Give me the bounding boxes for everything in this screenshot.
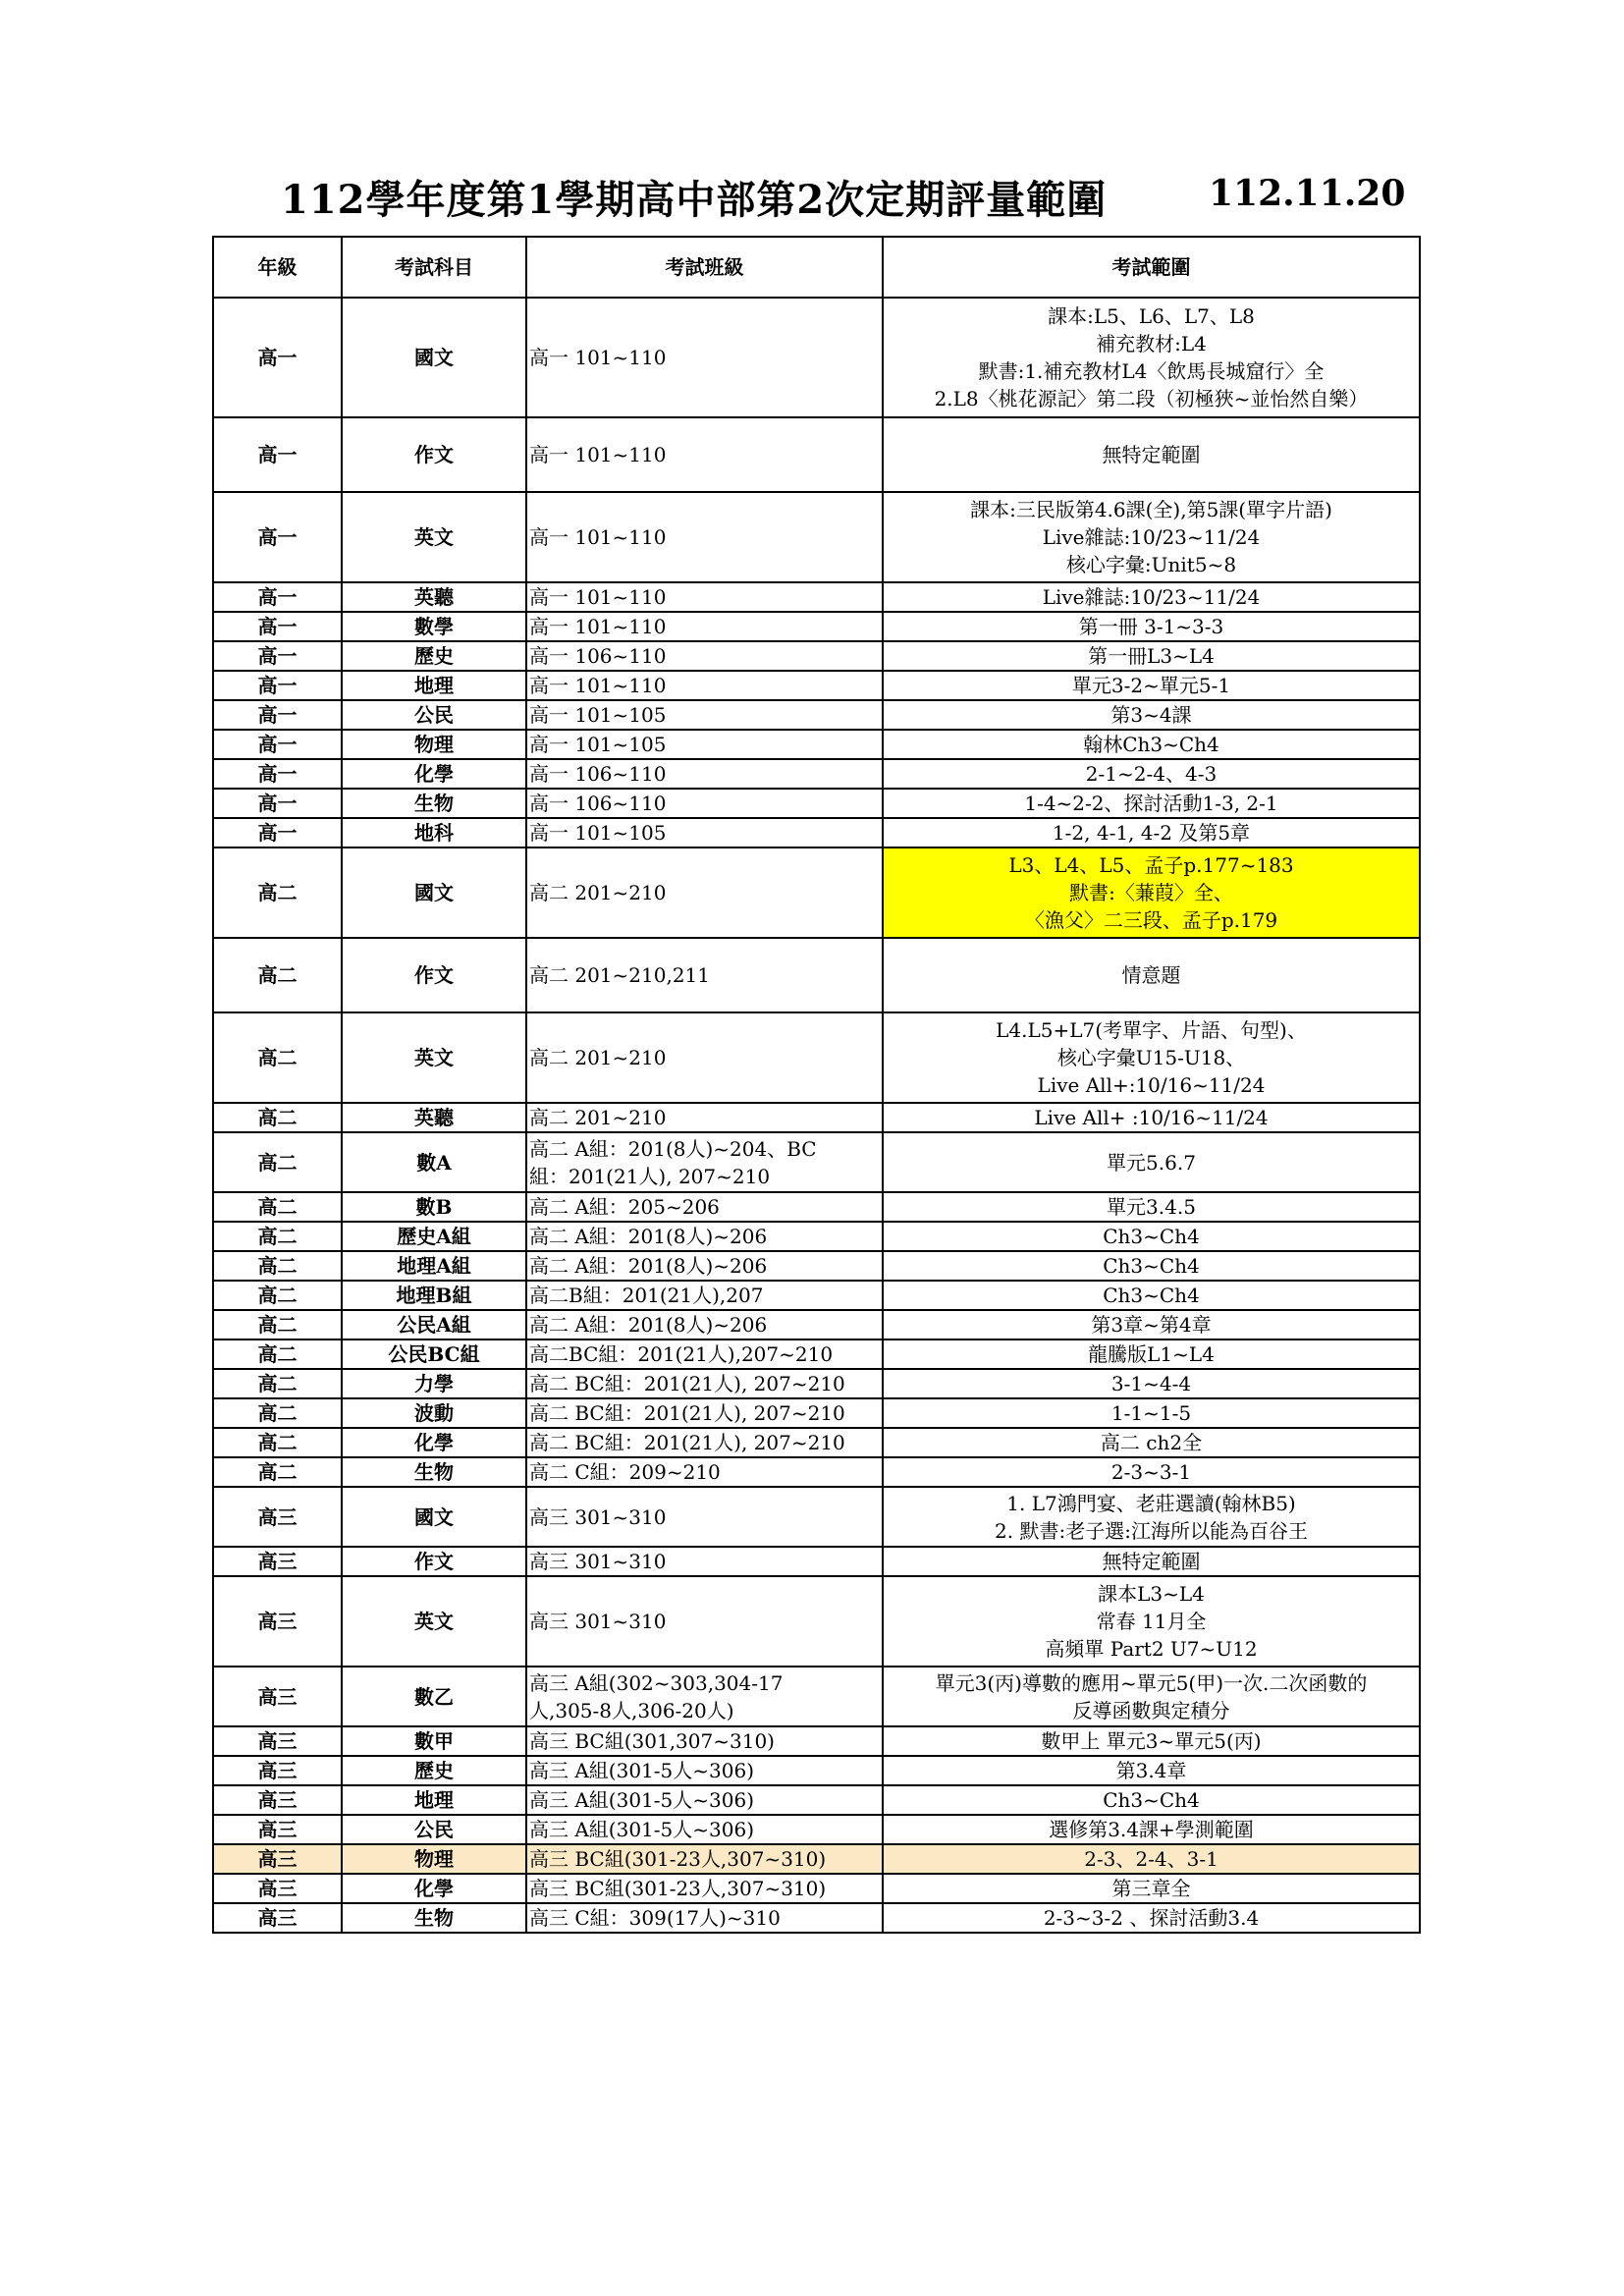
- table-row: [213, 492, 1420, 582]
- cell-classes: [526, 938, 883, 1012]
- range-line: 高二 ch2全: [1100, 1431, 1203, 1454]
- classes-line: 高一 101~110: [529, 615, 667, 638]
- cell-classes: [526, 1281, 883, 1310]
- cell-range: [883, 938, 1420, 1012]
- cell-grade: 高一: [213, 298, 342, 417]
- table-row: [213, 1281, 1420, 1310]
- classes-line: 高三 C組：309(17人)~310: [529, 1906, 781, 1930]
- range-line: Ch3~Ch4: [1103, 1284, 1200, 1307]
- cell-subject: 地理: [342, 671, 526, 700]
- cell-range: [883, 1339, 1420, 1369]
- range-line: 第3章~第4章: [1091, 1313, 1212, 1337]
- range-line: 第3~4課: [1110, 703, 1192, 727]
- classes-line: 高二BC組：201(21人),207~210: [529, 1342, 834, 1366]
- cell-subject: 英聽: [342, 1103, 526, 1132]
- page-title: 112學年度第1學期高中部第2次定期評量範圍: [281, 177, 1108, 223]
- cell-range: [883, 671, 1420, 700]
- cell-grade: 高二: [213, 1251, 342, 1281]
- cell-range: [883, 730, 1420, 759]
- column-header-classes: 考試班級: [526, 237, 883, 298]
- table-row: [213, 1012, 1420, 1103]
- cell-classes: [526, 492, 883, 582]
- cell-range: [883, 1874, 1420, 1903]
- table-row: [213, 1428, 1420, 1457]
- cell-classes: [526, 298, 883, 417]
- cell-subject: 公民BC組: [342, 1339, 526, 1369]
- range-line: 高頻單 Part2 U7~U12: [1045, 1637, 1258, 1661]
- cell-subject: 作文: [342, 938, 526, 1012]
- cell-grade: 高三: [213, 1667, 342, 1726]
- classes-line: 高一 101~110: [529, 585, 667, 609]
- column-header-range: 考試範圍: [883, 237, 1420, 298]
- cell-subject: 公民: [342, 700, 526, 730]
- table-row: [213, 1756, 1420, 1785]
- cell-subject: 地科: [342, 818, 526, 847]
- cell-subject: 地理A組: [342, 1251, 526, 1281]
- cell-range: [883, 1369, 1420, 1398]
- range-line: 1-1~1-5: [1110, 1401, 1192, 1425]
- table-row: [213, 298, 1420, 417]
- cell-subject: 公民A組: [342, 1310, 526, 1339]
- cell-range: [883, 1815, 1420, 1844]
- cell-grade: 高二: [213, 1369, 342, 1398]
- cell-subject: 生物: [342, 789, 526, 818]
- cell-range: [883, 847, 1420, 938]
- cell-subject: 化學: [342, 759, 526, 789]
- cell-grade: 高三: [213, 1547, 342, 1576]
- table-row: [213, 1103, 1420, 1132]
- cell-classes: [526, 759, 883, 789]
- cell-subject: 英文: [342, 492, 526, 582]
- cell-classes: [526, 1815, 883, 1844]
- cell-subject: 數學: [342, 612, 526, 641]
- classes-line: 高三 301~310: [529, 1504, 667, 1529]
- cell-grade: 高二: [213, 1012, 342, 1103]
- cell-grade: 高一: [213, 671, 342, 700]
- cell-subject: 英文: [342, 1576, 526, 1667]
- cell-range: [883, 700, 1420, 730]
- cell-grade: 高三: [213, 1487, 342, 1547]
- cell-grade: 高二: [213, 1222, 342, 1251]
- range-line: 常春 11月全: [1096, 1610, 1207, 1633]
- table-row: [213, 1310, 1420, 1339]
- cell-grade: 高一: [213, 759, 342, 789]
- cell-grade: 高三: [213, 1815, 342, 1844]
- range-line: L3、L4、L5、孟子p.177~183: [1008, 853, 1294, 877]
- cell-classes: [526, 417, 883, 492]
- cell-classes: [526, 1756, 883, 1785]
- classes-line: 高三 A組(301-5人~306): [529, 1759, 754, 1782]
- cell-grade: 高一: [213, 818, 342, 847]
- range-line: 單元5.6.7: [1107, 1150, 1196, 1175]
- cell-range: [883, 1576, 1420, 1667]
- cell-range: [883, 1192, 1420, 1222]
- cell-grade: 高一: [213, 582, 342, 612]
- cell-grade: 高二: [213, 1103, 342, 1132]
- table-row: [213, 818, 1420, 847]
- cell-grade: 高一: [213, 492, 342, 582]
- cell-classes: [526, 582, 883, 612]
- cell-grade: 高一: [213, 641, 342, 671]
- classes-line: 組：201(21人), 207~210: [529, 1164, 771, 1188]
- classes-line: 高二 A組：201(8人)~206: [529, 1313, 768, 1337]
- cell-subject: 英文: [342, 1012, 526, 1103]
- table-row: [213, 582, 1420, 612]
- cell-grade: 高三: [213, 1576, 342, 1667]
- cell-subject: 英聽: [342, 582, 526, 612]
- cell-subject: 歷史: [342, 1756, 526, 1785]
- range-line: 2-3~3-1: [1110, 1460, 1192, 1484]
- range-line: 選修第3.4課+學測範圍: [1049, 1818, 1254, 1841]
- table-row: [213, 1339, 1420, 1369]
- classes-line: 高二 C組：209~210: [529, 1460, 721, 1484]
- cell-subject: 生物: [342, 1903, 526, 1933]
- cell-subject: 國文: [342, 298, 526, 417]
- classes-line: 高一 101~110: [529, 525, 667, 549]
- cell-classes: [526, 1547, 883, 1576]
- cell-classes: [526, 612, 883, 641]
- range-line: 〈漁父〉二三段、孟子p.179: [1024, 908, 1278, 932]
- cell-classes: [526, 1310, 883, 1339]
- cell-range: [883, 1012, 1420, 1103]
- classes-line: 高二 A組：201(8人)~204、BC: [529, 1136, 817, 1161]
- cell-range: [883, 1667, 1420, 1726]
- range-line: 無特定範圍: [1102, 1550, 1201, 1573]
- range-line: Ch3~Ch4: [1103, 1254, 1200, 1278]
- table-row: [213, 1369, 1420, 1398]
- cell-classes: [526, 1012, 883, 1103]
- cell-classes: [526, 1667, 883, 1726]
- range-line: 第一冊 3-1~3-3: [1078, 615, 1224, 638]
- cell-range: [883, 417, 1420, 492]
- classes-line: 高二 201~210: [529, 1106, 667, 1129]
- cell-classes: [526, 789, 883, 818]
- cell-range: [883, 1281, 1420, 1310]
- cell-grade: 高二: [213, 1310, 342, 1339]
- cell-subject: 作文: [342, 417, 526, 492]
- classes-line: 高二 BC組：201(21人), 207~210: [529, 1401, 845, 1425]
- table-row: [213, 641, 1420, 671]
- table-row: [213, 1132, 1420, 1192]
- cell-subject: 歷史: [342, 641, 526, 671]
- classes-line: 高一 101~110: [529, 346, 667, 369]
- cell-grade: 高一: [213, 700, 342, 730]
- cell-subject: 數A: [342, 1132, 526, 1192]
- cell-subject: 物理: [342, 730, 526, 759]
- cell-grade: 高一: [213, 789, 342, 818]
- table-row: [213, 1398, 1420, 1428]
- classes-line: 高三 BC組(301-23人,307~310): [529, 1877, 827, 1900]
- classes-line: 高二 BC組：201(21人), 207~210: [529, 1431, 845, 1454]
- table-row: [213, 759, 1420, 789]
- classes-line: 高三 BC組(301,307~310): [529, 1729, 775, 1753]
- cell-grade: 高一: [213, 730, 342, 759]
- cell-range: [883, 492, 1420, 582]
- range-line: 第一冊L3~L4: [1088, 644, 1215, 668]
- classes-line: 高三 301~310: [529, 1610, 667, 1633]
- classes-line: 高一 101~110: [529, 674, 667, 697]
- range-line: 龍騰版L1~L4: [1088, 1342, 1215, 1366]
- cell-grade: 高二: [213, 1132, 342, 1192]
- classes-line: 高二B組：201(21人),207: [529, 1284, 764, 1307]
- range-line: Live雜誌:10/23~11/24: [1042, 585, 1261, 609]
- cell-range: [883, 1756, 1420, 1785]
- table-row: [213, 612, 1420, 641]
- cell-grade: 高二: [213, 1281, 342, 1310]
- cell-grade: 高三: [213, 1726, 342, 1756]
- table-row: [213, 1726, 1420, 1756]
- range-line: 默書:1.補充教材L4〈飲馬長城窟行〉全: [978, 359, 1325, 383]
- table-row: [213, 671, 1420, 700]
- classes-line: 人,305-8人,306-20人): [529, 1698, 734, 1722]
- cell-classes: [526, 1576, 883, 1667]
- classes-line: 高二 201~210: [529, 881, 667, 904]
- range-line: Ch3~Ch4: [1103, 1225, 1200, 1248]
- cell-range: [883, 1844, 1420, 1874]
- range-line: 2-3~3-2 、探討活動3.4: [1043, 1906, 1260, 1930]
- cell-range: [883, 1310, 1420, 1339]
- cell-grade: 高二: [213, 847, 342, 938]
- classes-line: 高一 101~105: [529, 703, 667, 727]
- table-row: [213, 1844, 1420, 1874]
- cell-range: [883, 1398, 1420, 1428]
- classes-line: 高二 A組：205~206: [529, 1195, 720, 1219]
- cell-subject: 公民: [342, 1815, 526, 1844]
- cell-classes: [526, 1457, 883, 1487]
- range-line: 單元3-2~單元5-1: [1071, 674, 1231, 697]
- classes-line: 高三 301~310: [529, 1550, 667, 1573]
- cell-range: [883, 759, 1420, 789]
- range-line: Live All+:10/16~11/24: [1037, 1073, 1266, 1097]
- table-row: [213, 417, 1420, 492]
- range-line: 核心字彙U15-U18、: [1056, 1046, 1246, 1069]
- table-row: [213, 700, 1420, 730]
- cell-classes: [526, 818, 883, 847]
- cell-subject: 波動: [342, 1398, 526, 1428]
- range-line: 核心字彙:Unit5~8: [1065, 553, 1237, 576]
- cell-grade: 高二: [213, 1339, 342, 1369]
- cell-grade: 高三: [213, 1785, 342, 1815]
- classes-line: 高二 201~210: [529, 1046, 667, 1069]
- cell-range: [883, 612, 1420, 641]
- cell-subject: 化學: [342, 1428, 526, 1457]
- range-line: 單元3(丙)導數的應用~單元5(甲)一次.二次函數的: [935, 1670, 1368, 1695]
- range-line: 2-3、2-4、3-1: [1084, 1847, 1218, 1871]
- range-line: 第3.4章: [1115, 1759, 1187, 1782]
- cell-classes: [526, 847, 883, 938]
- exam-range-table: [212, 236, 1421, 1934]
- cell-subject: 數乙: [342, 1667, 526, 1726]
- cell-range: [883, 789, 1420, 818]
- cell-classes: [526, 1428, 883, 1457]
- cell-classes: [526, 1192, 883, 1222]
- page-header: [212, 169, 1420, 228]
- range-line: 課本:L5、L6、L7、L8: [1048, 304, 1255, 328]
- classes-line: 高三 A組(301-5人~306): [529, 1788, 754, 1812]
- cell-range: [883, 1132, 1420, 1192]
- range-line: 補充教材:L4: [1096, 332, 1207, 355]
- classes-line: 高二 A組：201(8人)~206: [529, 1225, 768, 1248]
- range-line: Ch3~Ch4: [1103, 1788, 1200, 1812]
- cell-classes: [526, 1785, 883, 1815]
- table-body: [213, 298, 1420, 1933]
- cell-range: [883, 1428, 1420, 1457]
- cell-grade: 高三: [213, 1844, 342, 1874]
- table-row: [213, 1192, 1420, 1222]
- range-line: 2.L8〈桃花源記〉第二段（初極狹~並怡然自樂）: [934, 387, 1369, 410]
- table-row: [213, 1815, 1420, 1844]
- range-line: 3-1~4-4: [1110, 1372, 1192, 1395]
- table-row: [213, 1576, 1420, 1667]
- cell-subject: 國文: [342, 847, 526, 938]
- classes-line: 高一 106~110: [529, 762, 667, 786]
- cell-classes: [526, 700, 883, 730]
- cell-classes: [526, 1726, 883, 1756]
- cell-classes: [526, 730, 883, 759]
- cell-range: [883, 818, 1420, 847]
- table-row: [213, 1874, 1420, 1903]
- range-line: 無特定範圍: [1102, 443, 1201, 466]
- page-date: 112.11.20: [1209, 173, 1406, 214]
- range-line: 2. 默書:老子選:江海所以能為百谷王: [995, 1518, 1308, 1543]
- cell-classes: [526, 1339, 883, 1369]
- cell-classes: [526, 1369, 883, 1398]
- cell-classes: [526, 1874, 883, 1903]
- range-line: 翰林Ch3~Ch4: [1083, 733, 1219, 756]
- cell-subject: 國文: [342, 1487, 526, 1547]
- table-row: [213, 1547, 1420, 1576]
- range-line: 情意題: [1121, 963, 1181, 987]
- range-line: 反導函數與定積分: [1072, 1698, 1230, 1722]
- cell-classes: [526, 1903, 883, 1933]
- table-row: [213, 1785, 1420, 1815]
- range-line: L4.L5+L7(考單字、片語、句型)、: [996, 1018, 1307, 1042]
- cell-subject: 歷史A組: [342, 1222, 526, 1251]
- cell-range: [883, 1726, 1420, 1756]
- table-row: [213, 847, 1420, 938]
- classes-line: 高三 A組(302~303,304-17: [529, 1670, 784, 1695]
- column-header-subject: 考試科目: [342, 237, 526, 298]
- cell-classes: [526, 1251, 883, 1281]
- cell-subject: 物理: [342, 1844, 526, 1874]
- table-row: [213, 1487, 1420, 1547]
- classes-line: 高三 A組(301-5人~306): [529, 1818, 754, 1841]
- classes-line: 高一 101~105: [529, 821, 667, 845]
- range-line: 第三章全: [1111, 1877, 1191, 1900]
- cell-subject: 地理: [342, 1785, 526, 1815]
- range-line: Live All+ :10/16~11/24: [1034, 1106, 1269, 1129]
- cell-grade: 高二: [213, 1457, 342, 1487]
- range-line: 2-1~2-4、4-3: [1085, 762, 1218, 786]
- range-line: Live雜誌:10/23~11/24: [1042, 525, 1261, 549]
- range-line: 1. L7鴻門宴、老莊選讀(翰林B5): [1006, 1491, 1296, 1515]
- cell-grade: 高二: [213, 938, 342, 1012]
- table-row: [213, 789, 1420, 818]
- cell-classes: [526, 1132, 883, 1192]
- table-row: [213, 1903, 1420, 1933]
- classes-line: 高三 BC組(301-23人,307~310): [529, 1847, 827, 1871]
- range-line: 1-4~2-2、探討活動1-3, 2-1: [1024, 792, 1278, 815]
- classes-line: 高一 106~110: [529, 792, 667, 815]
- cell-range: [883, 1487, 1420, 1547]
- cell-grade: 高二: [213, 1428, 342, 1457]
- classes-line: 高二 201~210,211: [529, 963, 710, 987]
- cell-grade: 高三: [213, 1874, 342, 1903]
- cell-range: [883, 1547, 1420, 1576]
- cell-classes: [526, 1398, 883, 1428]
- cell-grade: 高三: [213, 1756, 342, 1785]
- cell-range: [883, 1785, 1420, 1815]
- classes-line: 高二 A組：201(8人)~206: [529, 1254, 768, 1278]
- table-row: [213, 1222, 1420, 1251]
- cell-range: [883, 582, 1420, 612]
- range-line: 課本:三民版第4.6課(全),第5課(單字片語): [970, 498, 1332, 521]
- cell-classes: [526, 671, 883, 700]
- cell-subject: 力學: [342, 1369, 526, 1398]
- range-line: 課本L3~L4: [1098, 1582, 1205, 1606]
- table-row: [213, 938, 1420, 1012]
- cell-grade: 高三: [213, 1903, 342, 1933]
- cell-subject: 地理B組: [342, 1281, 526, 1310]
- table-row: [213, 1457, 1420, 1487]
- cell-classes: [526, 1844, 883, 1874]
- cell-subject: 化學: [342, 1874, 526, 1903]
- cell-classes: [526, 641, 883, 671]
- table-row: [213, 1667, 1420, 1726]
- classes-line: 高一 101~105: [529, 733, 667, 756]
- cell-subject: 生物: [342, 1457, 526, 1487]
- range-line: 1-2, 4-1, 4-2 及第5章: [1052, 821, 1251, 845]
- cell-subject: 作文: [342, 1547, 526, 1576]
- cell-range: [883, 1457, 1420, 1487]
- classes-line: 高二 BC組：201(21人), 207~210: [529, 1372, 845, 1395]
- cell-grade: 高二: [213, 1398, 342, 1428]
- range-line: 默書:〈蒹葭〉全、: [1069, 881, 1233, 904]
- classes-line: 高一 101~110: [529, 443, 667, 466]
- cell-grade: 高一: [213, 417, 342, 492]
- range-line: 數甲上 單元3~單元5(丙): [1041, 1729, 1262, 1753]
- table-row: [213, 1251, 1420, 1281]
- cell-grade: 高一: [213, 612, 342, 641]
- cell-range: [883, 641, 1420, 671]
- range-line: 單元3.4.5: [1107, 1195, 1196, 1219]
- cell-classes: [526, 1222, 883, 1251]
- cell-range: [883, 1103, 1420, 1132]
- cell-subject: 數甲: [342, 1726, 526, 1756]
- cell-subject: 數B: [342, 1192, 526, 1222]
- table-row: [213, 730, 1420, 759]
- cell-range: [883, 1222, 1420, 1251]
- cell-range: [883, 1903, 1420, 1933]
- cell-range: [883, 298, 1420, 417]
- cell-classes: [526, 1103, 883, 1132]
- cell-grade: 高二: [213, 1192, 342, 1222]
- classes-line: 高一 106~110: [529, 644, 667, 668]
- cell-classes: [526, 1487, 883, 1547]
- column-header-grade: 年級: [213, 237, 342, 298]
- table-header-row: [213, 237, 1420, 298]
- cell-range: [883, 1251, 1420, 1281]
